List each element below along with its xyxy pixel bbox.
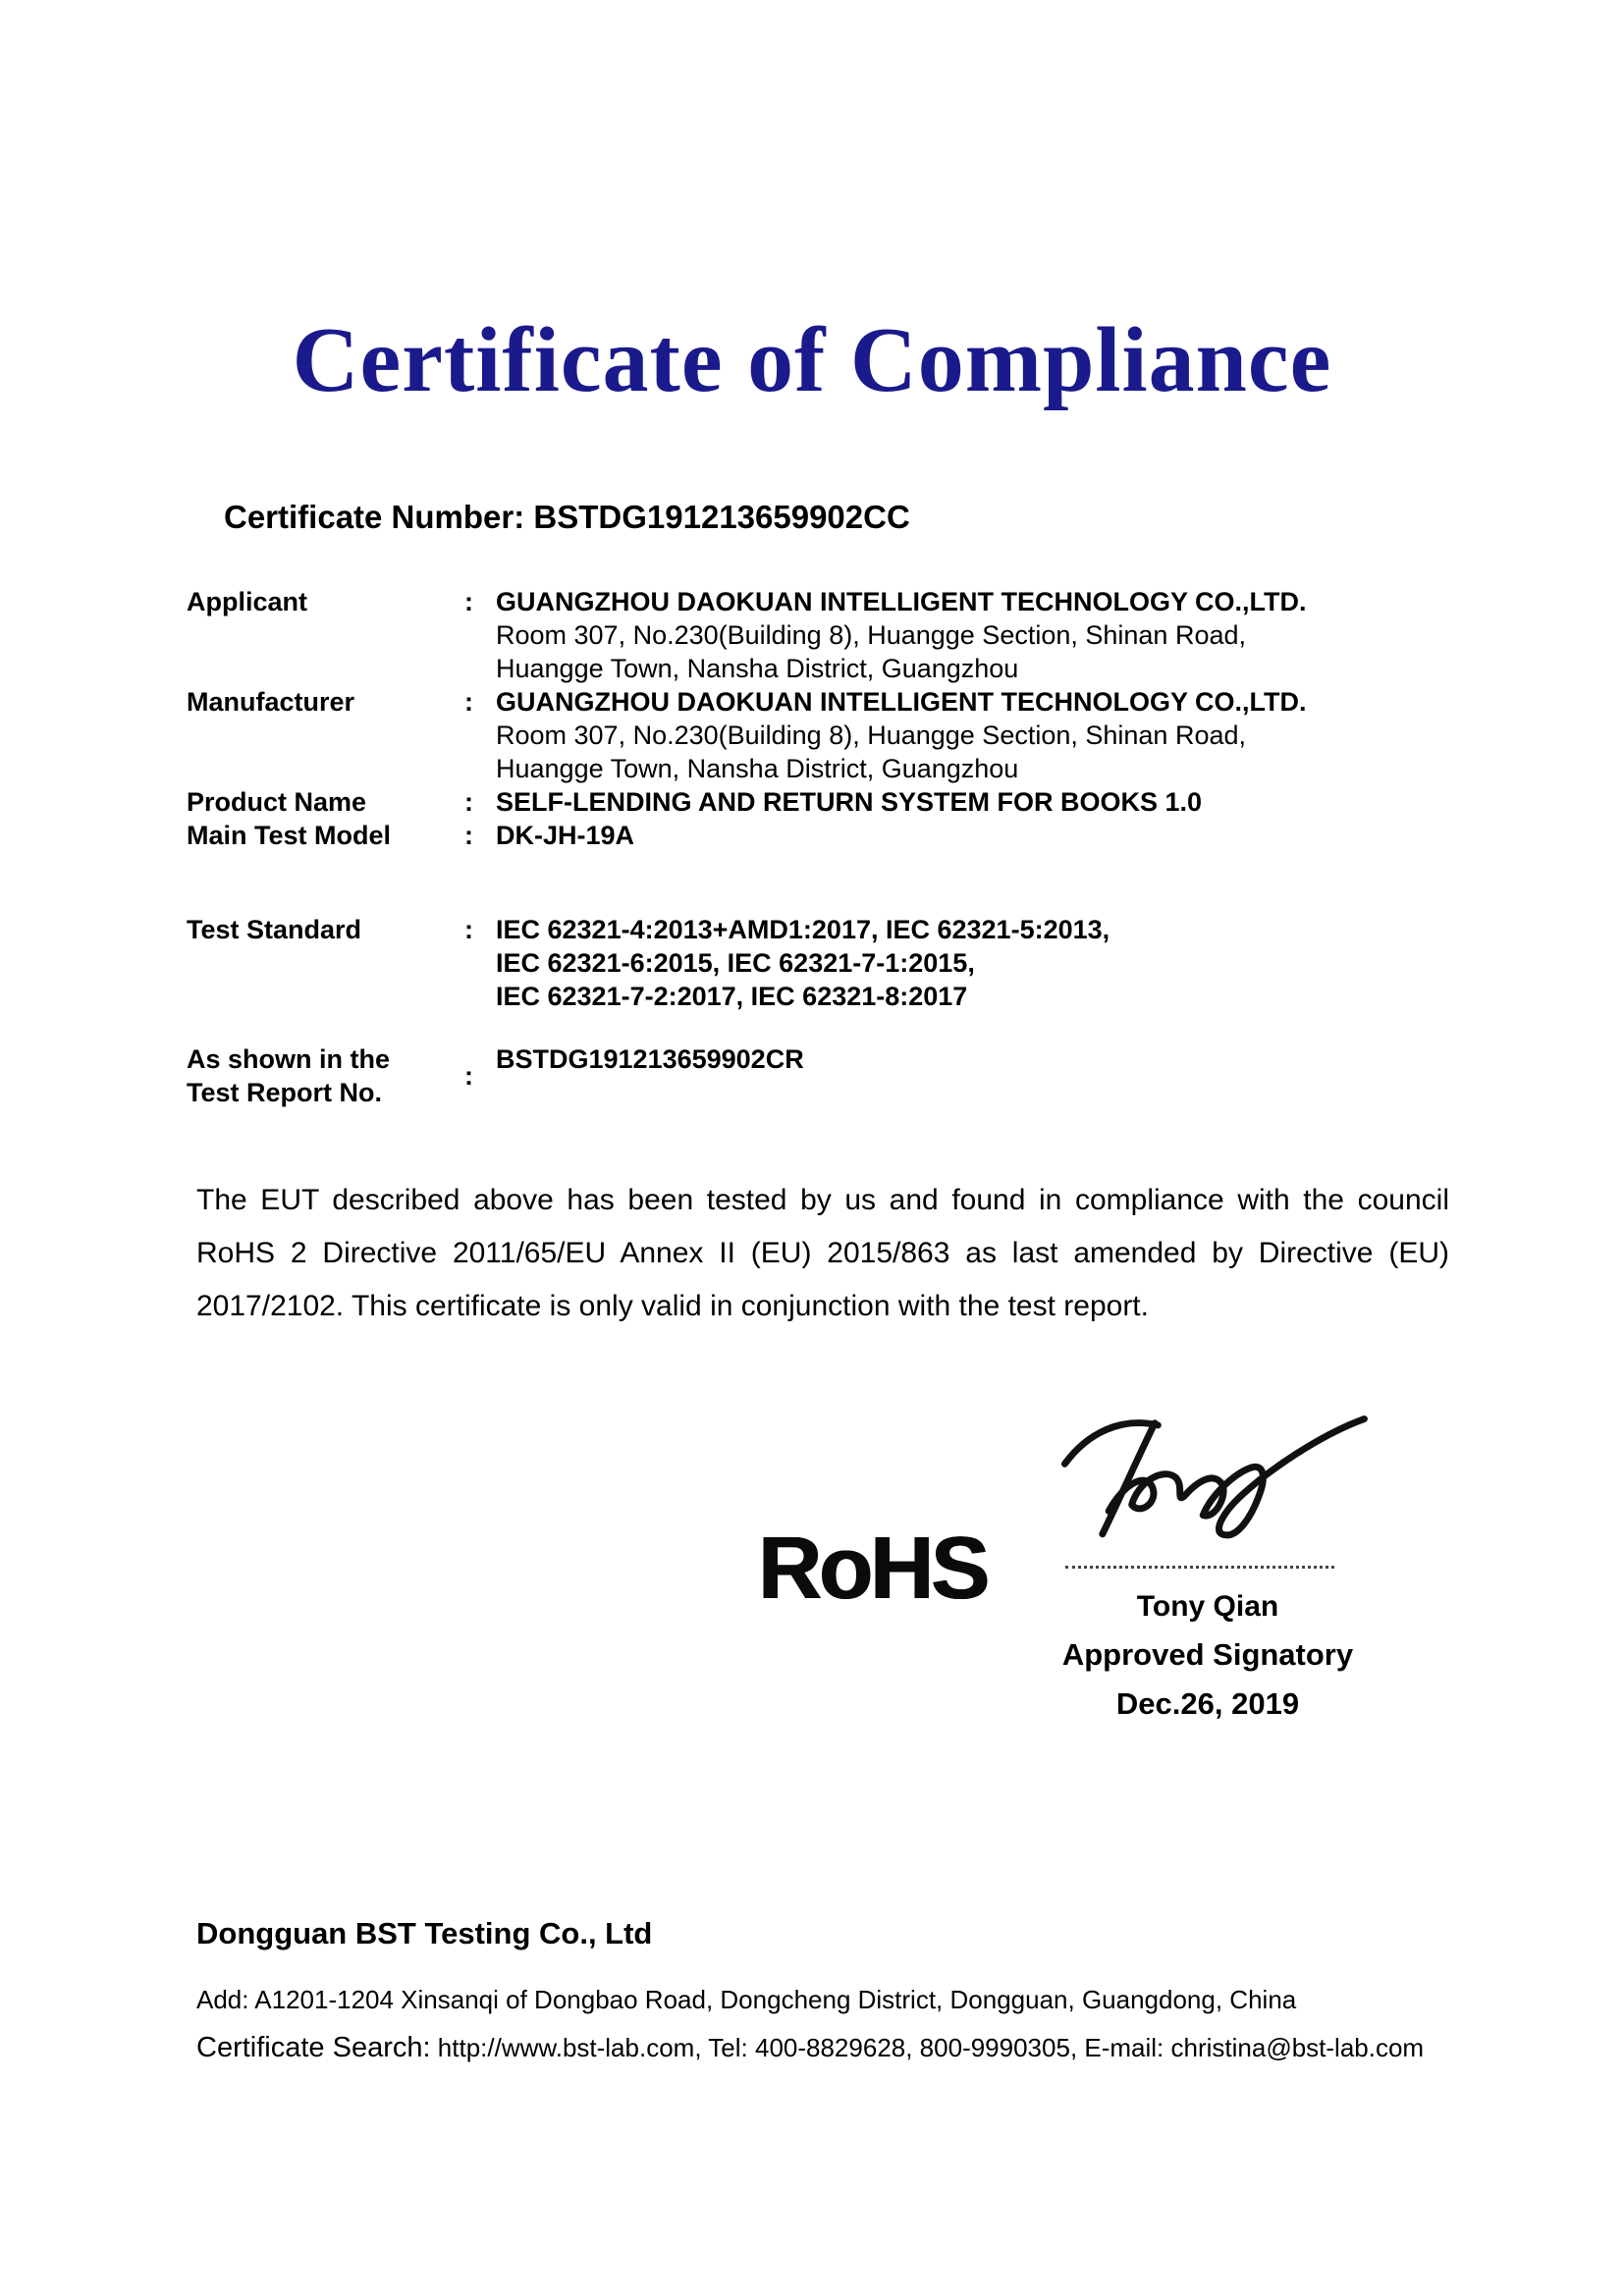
- signatory-role: Approved Signatory: [1061, 1637, 1354, 1672]
- certificate-fields: [187, 585, 1453, 1109]
- main-test-model-value: DK-JH-19A: [496, 821, 635, 850]
- field-value-main-test-model: [496, 819, 1453, 852]
- manufacturer-company: GUANGZHOU DAOKUAN INTELLIGENT TECHNOLOGY CO.,LTD.: [496, 687, 1307, 717]
- field-row-main-test-model: [187, 819, 1453, 852]
- field-row-applicant: [187, 585, 1453, 685]
- field-colon: :: [464, 915, 473, 944]
- field-label-product-name: Product Name: [187, 787, 367, 817]
- compliance-statement: The EUT described above has been tested by us and found in compliance with the council RoHS 2 Directive 2011/65/EU Annex II (EU) 2015/863 as last amended by Directive (EU) 2017/2102. This certificate is only valid in conjunction with the test report.: [196, 1184, 1449, 1322]
- applicant-address-2: Huangge Town, Nansha District, Guangzhou: [496, 654, 1019, 683]
- field-value-test-standard: [496, 913, 1453, 1013]
- test-report-number: BSTDG191213659902CR: [496, 1044, 804, 1074]
- signature-image: [1058, 1406, 1373, 1543]
- field-row-manufacturer: [187, 685, 1453, 785]
- test-report-label-line-1: As shown in the: [187, 1044, 391, 1074]
- field-value-test-report: [496, 1042, 1453, 1076]
- test-standard-line-3: IEC 62321-7-2:2017, IEC 62321-8:2017: [496, 982, 968, 1011]
- field-colon: :: [464, 587, 473, 616]
- field-row-product-name: [187, 785, 1453, 819]
- rohs-logo: RoHS: [758, 1520, 987, 1618]
- page-title: Certificate of Compliance: [292, 309, 1332, 411]
- field-colon: :: [464, 1061, 473, 1091]
- test-standard-line-2: IEC 62321-6:2015, IEC 62321-7-1:2015,: [496, 948, 975, 978]
- test-standard-line-1: IEC 62321-4:2013+AMD1:2017, IEC 62321-5:2013,: [496, 915, 1110, 944]
- footer-company-name: Dongguan BST Testing Co., Ltd: [196, 1916, 653, 1950]
- footer-address: Add: A1201-1204 Xinsanqi of Dongbao Road, Dongcheng District, Dongguan, Guangdong, China: [196, 1985, 1297, 2014]
- certificate-search-info: http://www.bst-lab.com, Tel: 400-8829628, 800-9990305, E-mail: christina@bst-lab.com: [437, 2033, 1425, 2062]
- applicant-address-1: Room 307, No.230(Building 8), Huangge Section, Shinan Road,: [496, 620, 1246, 650]
- manufacturer-address-2: Huangge Town, Nansha District, Guangzhou: [496, 754, 1019, 783]
- field-label-test-standard: Test Standard: [187, 915, 362, 944]
- field-colon: :: [464, 787, 473, 817]
- certificate-number-value: BSTDG191213659902CC: [533, 499, 910, 535]
- field-row-test-report: [187, 1042, 1453, 1109]
- field-colon: :: [464, 687, 473, 717]
- field-value-product-name: [496, 785, 1453, 819]
- signature-dotted-line: [1065, 1548, 1334, 1569]
- field-row-test-standard: [187, 913, 1453, 1013]
- field-value-manufacturer: [496, 685, 1453, 785]
- signatory-name: Tony Qian: [1136, 1590, 1279, 1623]
- product-name-value: SELF-LENDING AND RETURN SYSTEM FOR BOOKS 1.0: [496, 787, 1203, 817]
- field-label-manufacturer: Manufacturer: [187, 687, 355, 717]
- certificate-search-label: Certificate Search:: [196, 2032, 431, 2063]
- field-colon: :: [464, 821, 473, 850]
- field-label-applicant: Applicant: [187, 587, 308, 616]
- certificate-number: [224, 499, 910, 536]
- field-value-applicant: [496, 585, 1453, 685]
- applicant-company: GUANGZHOU DAOKUAN INTELLIGENT TECHNOLOGY CO.,LTD.: [496, 587, 1307, 616]
- footer-certificate-search: [196, 2032, 1424, 2064]
- test-report-label-line-2: Test Report No.: [187, 1078, 383, 1107]
- field-label-main-test-model: Main Test Model: [187, 821, 392, 850]
- signature-date: Dec.26, 2019: [1115, 1686, 1300, 1721]
- certificate-number-label: Certificate Number:: [224, 499, 525, 535]
- field-label-test-report: [187, 1042, 464, 1109]
- manufacturer-address-1: Room 307, No.230(Building 8), Huangge Section, Shinan Road,: [496, 721, 1246, 750]
